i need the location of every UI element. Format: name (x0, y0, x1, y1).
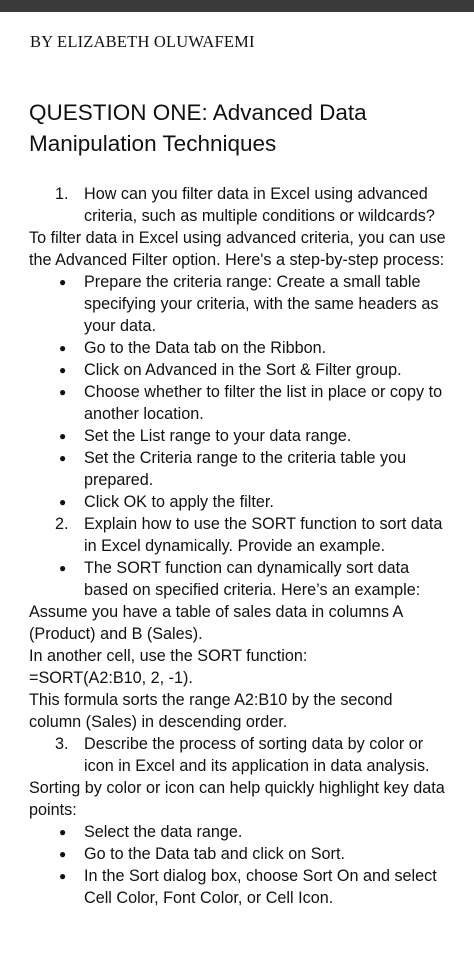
paragraph: In another cell, use the SORT function: (29, 647, 308, 665)
bullet-item (29, 447, 449, 491)
bullet-icon (59, 337, 66, 360)
item-text: Set the List range to your data range. (84, 427, 352, 445)
bullet-item (29, 821, 449, 843)
bullet-item (29, 491, 449, 513)
bullet-icon (59, 381, 66, 404)
bullet-icon (59, 491, 66, 514)
bullet-item (29, 381, 449, 425)
item-text: In the Sort dialog box, choose Sort On and select Cell Color, Font Color, or Cell Icon. (84, 867, 437, 907)
paragraph: =SORT(A2:B10, 2, -1). (29, 669, 193, 687)
author-byline: BY ELIZABETH OLUWAFEMI (30, 32, 255, 51)
question-heading: QUESTION ONE: Advanced Data Manipulation Techniques (29, 100, 367, 156)
item-text: Describe the process of sorting data by color or icon in Excel and its application in data analysis. (84, 735, 430, 775)
item-text: Explain how to use the SORT function to sort data in Excel dynamically. Provide an example. (84, 515, 443, 555)
document-body (29, 183, 449, 909)
item-text: Go to the Data tab and click on Sort. (84, 845, 345, 863)
item-text: Prepare the criteria range: Create a small table specifying your criteria, with the same headers as your data. (84, 273, 439, 335)
item-text: Set the Criteria range to the criteria table you prepared. (84, 449, 407, 489)
top-bar (0, 0, 474, 12)
bullet-item (29, 337, 449, 359)
numbered-item (29, 733, 449, 777)
item-text: How can you filter data in Excel using advanced criteria, such as multiple conditions or wildcards? (84, 185, 435, 225)
list-number: 1. (55, 185, 69, 203)
item-text: Choose whether to filter the list in place or copy to another location. (84, 383, 443, 423)
paragraph: Assume you have a table of sales data in columns A (Product) and B (Sales). (29, 603, 403, 643)
paragraph: This formula sorts the range A2:B10 by the second column (Sales) in descending order. (29, 691, 393, 731)
bullet-icon (59, 447, 66, 470)
bullet-item (29, 557, 449, 601)
bullet-icon (59, 843, 66, 866)
list-number: 3. (55, 735, 69, 753)
bullet-item (29, 843, 449, 865)
bullet-icon (59, 557, 66, 580)
item-text: Select the data range. (84, 823, 243, 841)
bullet-icon (59, 359, 66, 382)
item-text: Go to the Data tab on the Ribbon. (84, 339, 327, 357)
numbered-item (29, 183, 449, 227)
bullet-item (29, 359, 449, 381)
bullet-icon (59, 271, 66, 294)
item-text: The SORT function can dynamically sort data based on specified criteria. Here’s an example: (84, 559, 421, 599)
numbered-item (29, 513, 449, 557)
bullet-icon (59, 865, 66, 888)
bullet-item (29, 425, 449, 447)
item-text: Click OK to apply the filter. (84, 493, 274, 511)
item-text: Click on Advanced in the Sort & Filter group. (84, 361, 402, 379)
bullet-icon (59, 821, 66, 844)
bullet-icon (59, 425, 66, 448)
bullet-item (29, 865, 449, 909)
list-number: 2. (55, 515, 69, 533)
paragraph: To filter data in Excel using advanced criteria, you can use the Advanced Filter option. Here's a step-by-step process: (29, 229, 446, 269)
bullet-item (29, 271, 449, 337)
paragraph: Sorting by color or icon can help quickly highlight key data points: (29, 779, 445, 819)
